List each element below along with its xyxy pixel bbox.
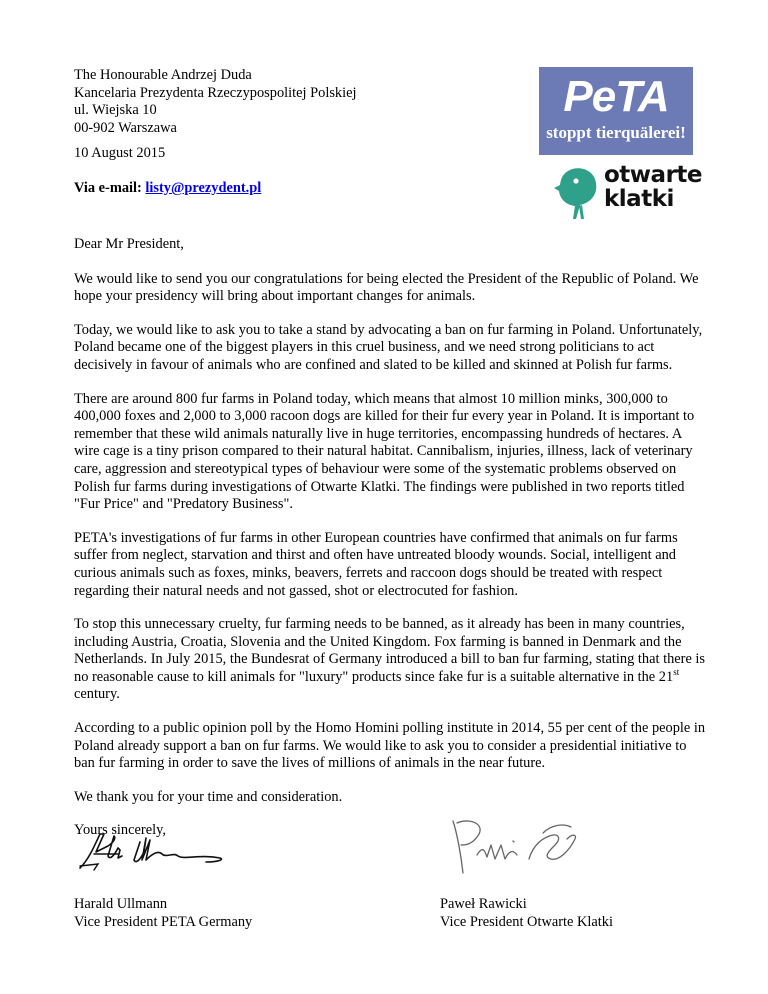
letter-body: [74, 236, 706, 856]
paragraph-2: Today, we would like to ask you to take a stand by advocating a ban on fur farming in Poland. Unfortunately, Poland became one of the biggest players in this cruel business, and we need strong politicians to act decisively in favour of animals who are confined and slated to be killed and skinned at Polish fur farms.: [74, 321, 703, 373]
recipient-street: ul. Wiejska 10: [74, 102, 157, 119]
paragraph-5: [74, 616, 706, 704]
signature-harald-ullmann: [74, 828, 234, 878]
otwarte-klatki-wordmark: [604, 163, 702, 211]
recipient-address: [74, 67, 357, 137]
signatory-2: [440, 896, 613, 931]
closing: Yours sincerely,: [74, 822, 166, 839]
bird-icon: [554, 163, 602, 221]
paragraph-7: We thank you for your time and consideration.: [74, 788, 343, 805]
letter-date: 10 August 2015: [74, 145, 166, 161]
klatki-word: klatki: [604, 186, 674, 212]
signatory-1-title: Vice President PETA Germany: [74, 913, 253, 930]
paragraph-6: According to a public opinion poll by the Homo Homini polling institute in 2014, 55 per cent of the people in Poland already support a ban on fur farms. We would like to ask you to consider a presidential initiative to ban fur farming in order to save the lives of millions of animals in the near future.: [74, 720, 706, 772]
paragraph-3: There are around 800 fur farms in Poland today, which means that almost 10 million minks, 300,000 to 400,000 foxes and 2,000 to 3,000 racoon dogs are killed for their fur every year in Poland. It is important to remember that these wild animals naturally live in huge territories, encompassing hundreds of hectares. A wire cage is a tiny prison compared to their natural habitat. Cannibalism, injuries, illness, lack of veterinary care, aggression and stereotypical types of behaviour were some of the systematic problems observed on Polish fur farms during investigations of Otwarte Klatki. The findings were published in two reports titled "Fur Price" and "Predatory Business".: [74, 390, 695, 513]
recipient-name: The Honourable Andrzej Duda: [74, 67, 252, 83]
peta-logo: [539, 67, 693, 155]
paragraph-5-end: century.: [74, 686, 120, 703]
otwarte-klatki-logo: [554, 162, 703, 223]
signature-pawel-rawicki: [447, 815, 587, 877]
recipient-city: 00-902 Warszawa: [74, 119, 177, 136]
paragraph-1: We would like to send you our congratulations for being elected the President of the Republic of Poland. We hope your presidency will bring about important changes for animals.: [74, 270, 699, 305]
greeting: Dear Mr President,: [74, 236, 184, 252]
email-label: Via e-mail:: [74, 180, 142, 196]
paragraph-5-text: To stop this unnecessary cruelty, fur farming needs to be banned, as it already has been in many countries, including Austria, Croatia, Slovenia and the United Kingdom. Fox farming is banned in Denmark and the Netherlands. In July 2015, the Bundesrat of Germany introduced a bill to ban fur farming, stating that there is no reasonable cause to kill animals for "luxury" products since fake fur is a suitable alternative in the 21: [74, 616, 706, 685]
email-line: [74, 180, 261, 198]
otwarte-word: otwarte: [604, 162, 703, 188]
ordinal-suffix: st: [673, 667, 680, 678]
email-link[interactable]: listy@prezydent.pl: [145, 180, 262, 196]
signatory-2-name: Paweł Rawicki: [440, 896, 527, 912]
peta-wordmark: PeTA: [563, 72, 669, 121]
signatory-1: [74, 896, 252, 931]
signatory-1-name: Harald Ullmann: [74, 896, 168, 912]
paragraph-4: PETA's investigations of fur farms in other European countries have confirmed that animals on fur farms suffer from neglect, starvation and thirst and often have untreated bloody wounds. Social, intelligent and curious animals such as foxes, minks, beavers, ferrets and raccoon dogs should be treated with respect regarding their natural needs and not gassed, shot or electrocuted for fashion.: [74, 529, 678, 599]
recipient-office: Kancelaria Prezydenta Rzeczypospolitej Polskiej: [74, 84, 357, 101]
peta-tagline: stoppt tierquälerei!: [546, 123, 686, 142]
signatory-2-title: Vice President Otwarte Klatki: [440, 913, 613, 930]
